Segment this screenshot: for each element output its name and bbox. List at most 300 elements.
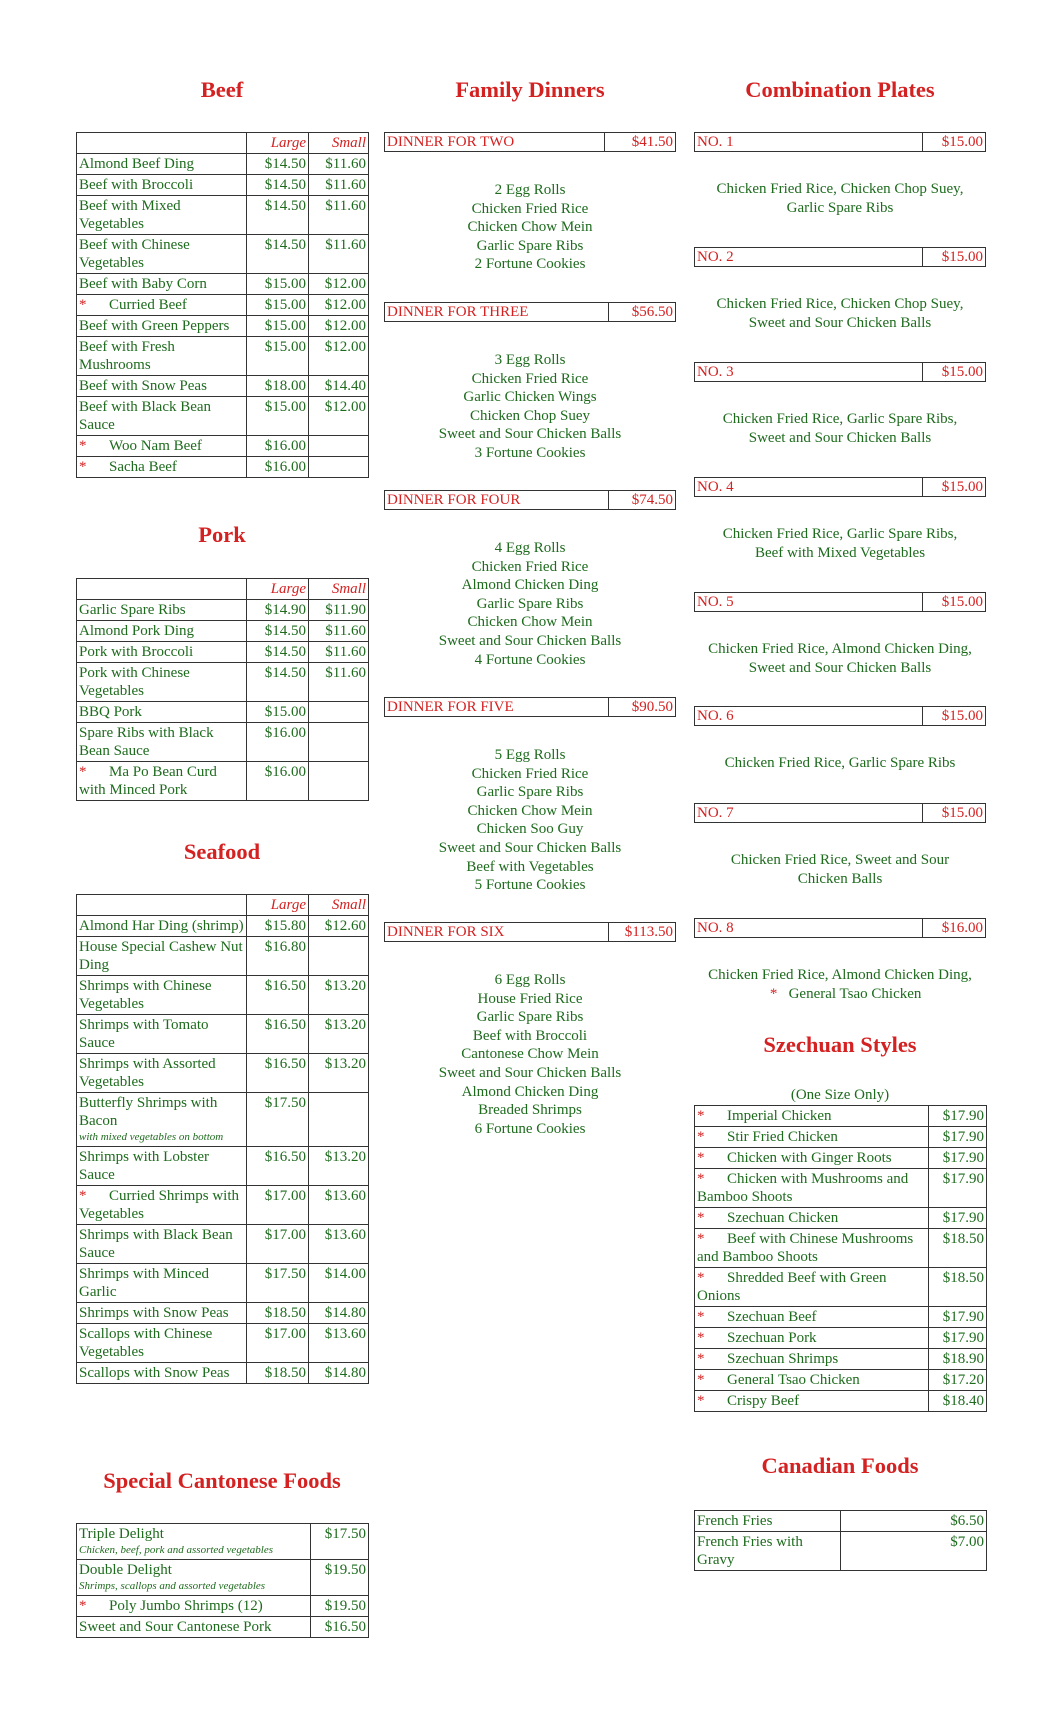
- table-row: [77, 762, 369, 801]
- item-name: Pork with Broccoli: [79, 644, 194, 660]
- list-item: Chicken Fried Rice: [471, 370, 589, 387]
- list-item: Chicken Chop Suey: [470, 407, 590, 424]
- item-name: House Special Cashew Nut Ding: [79, 939, 243, 973]
- large-price: $18.50: [247, 1363, 309, 1384]
- large-header: Large: [247, 133, 309, 154]
- small-price: $13.20: [309, 1054, 369, 1093]
- item-price: $17.90: [929, 1169, 987, 1208]
- table-row: [695, 1391, 987, 1412]
- combo-name: NO. 1: [697, 134, 734, 150]
- list-item: Cantonese Chow Mein: [461, 1046, 599, 1063]
- small-price: $12.00: [309, 397, 369, 436]
- table-row: [77, 436, 369, 457]
- combo-desc: [694, 966, 986, 1003]
- list-item: 4 Fortune Cookies: [474, 651, 586, 668]
- pork-table: [76, 578, 369, 801]
- table-row: [77, 600, 369, 621]
- table-row: [695, 1169, 987, 1208]
- dinner-price: $74.50: [608, 491, 675, 509]
- item-name-cell: [77, 337, 247, 376]
- large-price: $18.00: [247, 376, 309, 397]
- item-name: Almond Beef Ding: [79, 156, 194, 172]
- list-item: Beef with Broccoli: [472, 1027, 588, 1044]
- beef-title: Beef: [200, 77, 244, 102]
- spicy-star: *: [697, 1210, 705, 1226]
- item-name-cell: [695, 1511, 841, 1532]
- item-price: $18.90: [929, 1349, 987, 1370]
- large-price: $17.00: [247, 1324, 309, 1363]
- large-price: $16.50: [247, 1054, 309, 1093]
- item-price: $17.50: [311, 1524, 369, 1560]
- item-name: French Fries with Gravy: [697, 1534, 803, 1568]
- table-row: [77, 937, 369, 976]
- combo-desc-line: Beef with Mixed Vegetables: [754, 544, 926, 561]
- item-name-cell: [77, 642, 247, 663]
- large-price: $16.00: [247, 457, 309, 478]
- small-price: [309, 702, 369, 723]
- large-price: $17.50: [247, 1093, 309, 1147]
- combo-desc-line: Chicken Fried Rice, Almond Chicken Ding,: [708, 967, 972, 983]
- item-name-cell: [77, 1324, 247, 1363]
- item-name: French Fries: [697, 1513, 773, 1529]
- spicy-star: *: [697, 1129, 705, 1145]
- combo-price: $15.00: [922, 804, 985, 822]
- beef-header-row: [77, 133, 369, 154]
- pork-title: Pork: [198, 522, 246, 547]
- dinner-six-items: [384, 971, 676, 1138]
- combo-bar: [694, 706, 986, 726]
- item-name: General Tsao Chicken: [727, 1372, 860, 1388]
- small-price: $12.00: [309, 337, 369, 376]
- dinner-name: DINNER FOR FIVE: [387, 699, 514, 715]
- large-price: $14.50: [247, 663, 309, 702]
- list-item: Breaded Shrimps: [478, 1102, 582, 1119]
- combo-desc-line: Chicken Fried Rice, Chicken Chop Suey,: [716, 296, 964, 312]
- item-price: $18.50: [929, 1229, 987, 1268]
- dinner-price: $41.50: [604, 133, 675, 151]
- dinner-five-bar: [384, 697, 676, 717]
- spicy-star: *: [79, 764, 87, 780]
- item-name-cell: [77, 274, 247, 295]
- dinner-price: $113.50: [608, 923, 675, 941]
- list-item: Garlic Spare Ribs: [476, 595, 584, 612]
- large-price: $15.00: [247, 702, 309, 723]
- spicy-star: *: [697, 1351, 705, 1367]
- item-name-cell: [77, 1054, 247, 1093]
- spicy-star: *: [697, 1372, 705, 1388]
- combo-desc: [694, 410, 986, 447]
- table-row: [695, 1349, 987, 1370]
- large-price: $17.00: [247, 1186, 309, 1225]
- combo-name: NO. 5: [697, 594, 734, 610]
- list-item: Chicken Chow Mein: [467, 614, 593, 631]
- item-name-cell: [77, 1596, 311, 1617]
- item-name: BBQ Pork: [79, 704, 142, 720]
- large-price: $14.50: [247, 196, 309, 235]
- spicy-star: *: [697, 1393, 705, 1409]
- table-row: [695, 1307, 987, 1328]
- dinner-price: $56.50: [608, 303, 675, 321]
- item-note: Shrimps, scallops and assorted vegetables: [79, 1580, 266, 1592]
- small-price: $14.40: [309, 376, 369, 397]
- item-name-cell: [695, 1169, 929, 1208]
- item-name-cell: [695, 1106, 929, 1127]
- small-price: $14.00: [309, 1264, 369, 1303]
- table-row: [77, 702, 369, 723]
- large-price: $16.00: [247, 762, 309, 801]
- combo-desc: [694, 640, 986, 677]
- item-name-cell: [695, 1127, 929, 1148]
- item-name-cell: [77, 663, 247, 702]
- combo-desc-line: Chicken Fried Rice, Almond Chicken Ding,: [708, 641, 972, 657]
- table-row: [77, 274, 369, 295]
- table-row: [77, 916, 369, 937]
- large-price: $17.00: [247, 1225, 309, 1264]
- combo-price: $15.00: [922, 248, 985, 266]
- item-name: Woo Nam Beef: [109, 438, 202, 454]
- dinner-three-items: [384, 351, 676, 463]
- list-item: Chicken Fried Rice: [471, 558, 589, 575]
- canadian-rows: [695, 1511, 987, 1571]
- small-price: $11.60: [309, 196, 369, 235]
- spicy-star: *: [697, 1330, 705, 1346]
- large-price: $16.00: [247, 436, 309, 457]
- list-item: 2 Fortune Cookies: [474, 256, 586, 273]
- table-row: [77, 337, 369, 376]
- small-header: Small: [309, 133, 369, 154]
- item-name-cell: [695, 1229, 929, 1268]
- list-item: House Fried Rice: [477, 990, 583, 1007]
- item-price: $18.40: [929, 1391, 987, 1412]
- item-name: Chicken with Mushrooms and Bamboo Shoots: [697, 1171, 909, 1205]
- dinner-name: DINNER FOR THREE: [387, 304, 529, 320]
- item-name: Beef with Chinese Mushrooms and Bamboo Shoots: [697, 1231, 914, 1265]
- dinner-name: DINNER FOR SIX: [387, 924, 505, 940]
- item-name-cell: [77, 916, 247, 937]
- small-price: [309, 762, 369, 801]
- list-item: 2 Egg Rolls: [494, 182, 566, 198]
- table-row: [77, 1560, 369, 1596]
- table-row: [77, 1617, 369, 1638]
- small-price: [309, 436, 369, 457]
- list-item: Garlic Spare Ribs: [476, 1009, 584, 1026]
- large-price: $18.50: [247, 1303, 309, 1324]
- table-row: [695, 1328, 987, 1349]
- table-row: [695, 1229, 987, 1268]
- item-name-cell: [77, 295, 247, 316]
- table-row: [77, 316, 369, 337]
- small-price: $11.60: [309, 663, 369, 702]
- list-item: Chicken Fried Rice: [471, 765, 589, 782]
- list-item: Chicken Soo Guy: [476, 821, 584, 838]
- table-row: [77, 642, 369, 663]
- item-name-cell: [77, 1617, 311, 1638]
- item-name: Beef with Mixed Vegetables: [79, 198, 181, 232]
- item-name: Beef with Black Bean Sauce: [79, 399, 212, 433]
- table-row: [695, 1127, 987, 1148]
- table-row: [77, 1186, 369, 1225]
- dinner-two-items: [384, 181, 676, 274]
- list-item: Garlic Spare Ribs: [476, 784, 584, 801]
- seafood-table: [76, 894, 369, 1384]
- small-price: $13.20: [309, 976, 369, 1015]
- small-price: $12.00: [309, 295, 369, 316]
- table-row: [695, 1208, 987, 1229]
- table-row: [77, 376, 369, 397]
- item-name-cell: [695, 1208, 929, 1229]
- table-row: [77, 1324, 369, 1363]
- item-name: Almond Pork Ding: [79, 623, 195, 639]
- combo-bar: [694, 132, 986, 152]
- list-item: Chicken Chow Mein: [467, 219, 593, 236]
- item-name-cell: [77, 1147, 247, 1186]
- dinner-four-items: [384, 539, 676, 669]
- item-name-cell: [695, 1532, 841, 1571]
- combo-starline: General Tsao Chicken: [788, 985, 922, 1002]
- item-name-cell: [77, 175, 247, 196]
- seafood-header-row: [77, 895, 369, 916]
- combo-desc: [694, 754, 986, 773]
- spicy-star: *: [697, 1309, 705, 1325]
- szechuan-subtitle: (One Size Only): [790, 1087, 890, 1103]
- list-item: Sweet and Sour Chicken Balls: [438, 839, 622, 856]
- item-note: with mixed vegetables on bottom: [79, 1131, 224, 1143]
- item-name: Shrimps with Chinese Vegetables: [79, 978, 212, 1012]
- combo-name: NO. 2: [697, 249, 734, 265]
- combo-price: $15.00: [922, 478, 985, 496]
- large-price: $14.50: [247, 154, 309, 175]
- spicy-star: *: [697, 1150, 705, 1166]
- item-name-cell: [695, 1328, 929, 1349]
- combo-desc-line: Sweet and Sour Chicken Balls: [748, 659, 932, 676]
- combo-bar: [694, 477, 986, 497]
- item-name-cell: [77, 762, 247, 801]
- item-name: Shrimps with Snow Peas: [79, 1305, 229, 1321]
- small-price: $11.60: [309, 621, 369, 642]
- item-name-cell: [77, 376, 247, 397]
- combo-desc: [694, 180, 986, 217]
- item-price: $17.20: [929, 1370, 987, 1391]
- small-price: $12.00: [309, 316, 369, 337]
- large-price: $15.00: [247, 337, 309, 376]
- small-price: [309, 723, 369, 762]
- item-name-cell: [77, 1560, 311, 1596]
- item-price: $17.90: [929, 1127, 987, 1148]
- cantonese-table: [76, 1523, 369, 1638]
- large-price: $15.00: [247, 397, 309, 436]
- table-row: [77, 1015, 369, 1054]
- small-price: $11.60: [309, 154, 369, 175]
- item-name-cell: [77, 621, 247, 642]
- szechuan-rows: [695, 1106, 987, 1412]
- item-price: $17.90: [929, 1208, 987, 1229]
- item-name-cell: [695, 1148, 929, 1169]
- item-name-cell: [77, 154, 247, 175]
- item-name: Sacha Beef: [109, 459, 177, 475]
- item-name-cell: [77, 1186, 247, 1225]
- small-price: $11.60: [309, 175, 369, 196]
- small-price: $13.60: [309, 1324, 369, 1363]
- item-name: Triple Delight: [79, 1526, 164, 1542]
- item-name: Spare Ribs with Black Bean Sauce: [79, 725, 214, 759]
- item-price: $16.50: [311, 1617, 369, 1638]
- szechuan-table: [694, 1105, 987, 1412]
- dinner-two-bar: [384, 132, 676, 152]
- combo-name: NO. 6: [697, 708, 734, 724]
- combo-price: $15.00: [922, 707, 985, 725]
- item-name: Shrimps with Lobster Sauce: [79, 1149, 209, 1183]
- item-name-cell: [77, 1264, 247, 1303]
- combo-desc-line: Chicken Fried Rice, Garlic Spare Ribs: [724, 755, 956, 771]
- item-name-cell: [77, 196, 247, 235]
- large-price: $16.50: [247, 976, 309, 1015]
- item-name: Shrimps with Assorted Vegetables: [79, 1056, 216, 1090]
- small-header: Small: [309, 579, 369, 600]
- szechuan-title: Szechuan Styles: [763, 1032, 917, 1057]
- item-name-cell: [77, 1225, 247, 1264]
- canadian-table: [694, 1510, 987, 1571]
- table-row: [77, 1363, 369, 1384]
- beef-table: [76, 132, 369, 478]
- item-price: $17.90: [929, 1307, 987, 1328]
- list-item: Garlic Chicken Wings: [463, 389, 597, 406]
- combo-bar: [694, 362, 986, 382]
- spicy-star: *: [697, 1231, 705, 1247]
- combo-desc-line: Sweet and Sour Chicken Balls: [748, 314, 932, 331]
- item-price: $7.00: [841, 1532, 987, 1571]
- large-price: $16.00: [247, 723, 309, 762]
- list-item: Beef with Vegetables: [466, 858, 594, 875]
- table-row: [77, 397, 369, 436]
- item-name: Double Delight: [79, 1562, 172, 1578]
- item-name: Butterfly Shrimps with Bacon: [79, 1095, 218, 1129]
- item-price: $18.50: [929, 1268, 987, 1307]
- table-row: [77, 1596, 369, 1617]
- large-price: $16.80: [247, 937, 309, 976]
- table-row: [77, 1147, 369, 1186]
- item-name: Almond Har Ding (shrimp): [79, 918, 244, 934]
- table-row: [695, 1532, 987, 1571]
- small-price: $12.00: [309, 274, 369, 295]
- combo-name: NO. 4: [697, 479, 734, 495]
- combo-bar: [694, 247, 986, 267]
- table-row: [695, 1370, 987, 1391]
- table-row: [695, 1511, 987, 1532]
- combo-desc-line: Chicken Fried Rice, Garlic Spare Ribs,: [722, 526, 958, 542]
- list-item: 5 Egg Rolls: [494, 747, 566, 763]
- list-item: 6 Egg Rolls: [494, 972, 566, 988]
- item-name-cell: [695, 1370, 929, 1391]
- spicy-star: *: [697, 1270, 705, 1286]
- item-name: Imperial Chicken: [727, 1108, 832, 1124]
- beef-rows: [77, 154, 369, 478]
- large-price: $15.00: [247, 295, 309, 316]
- item-name-cell: [695, 1307, 929, 1328]
- item-name: Scallops with Snow Peas: [79, 1365, 230, 1381]
- combo-desc: [694, 295, 986, 332]
- combo-desc-line: Sweet and Sour Chicken Balls: [748, 429, 932, 446]
- combo-price: $15.00: [922, 133, 985, 151]
- large-header: Large: [247, 579, 309, 600]
- large-price: $16.50: [247, 1015, 309, 1054]
- cantonese-rows: [77, 1524, 369, 1638]
- item-name-cell: [77, 235, 247, 274]
- table-row: [77, 1054, 369, 1093]
- item-name: Poly Jumbo Shrimps (12): [109, 1598, 263, 1614]
- item-name: Shrimps with Black Bean Sauce: [79, 1227, 233, 1261]
- item-name-cell: [77, 976, 247, 1015]
- combo-title: Combination Plates: [745, 77, 935, 102]
- dinner-price: $90.50: [608, 698, 675, 716]
- item-name-cell: [77, 723, 247, 762]
- table-row: [695, 1268, 987, 1307]
- small-header: Small: [309, 895, 369, 916]
- item-name-cell: [77, 457, 247, 478]
- combo-price: $15.00: [922, 593, 985, 611]
- dinner-four-bar: [384, 490, 676, 510]
- item-name: Szechuan Pork: [727, 1330, 817, 1346]
- table-row: [77, 1524, 369, 1560]
- item-name-cell: [77, 600, 247, 621]
- item-price: $17.90: [929, 1148, 987, 1169]
- small-price: [309, 457, 369, 478]
- large-price: $14.50: [247, 175, 309, 196]
- item-name: Beef with Baby Corn: [79, 276, 207, 292]
- item-name: Curried Beef: [109, 297, 187, 313]
- combo-name: NO. 7: [697, 805, 734, 821]
- item-name-cell: [77, 316, 247, 337]
- item-name-cell: [77, 1015, 247, 1054]
- spicy-star: *: [697, 1108, 705, 1124]
- item-price: $19.50: [311, 1560, 369, 1596]
- item-name-cell: [77, 1363, 247, 1384]
- dinner-three-bar: [384, 302, 676, 322]
- dinner-name: DINNER FOR FOUR: [387, 492, 521, 508]
- table-row: [695, 1148, 987, 1169]
- large-price: $15.00: [247, 274, 309, 295]
- table-row: [77, 621, 369, 642]
- item-name-cell: [695, 1391, 929, 1412]
- small-price: [309, 937, 369, 976]
- large-header: Large: [247, 895, 309, 916]
- small-price: $11.60: [309, 642, 369, 663]
- item-name-cell: [77, 397, 247, 436]
- item-name-cell: [77, 937, 247, 976]
- table-row: [77, 235, 369, 274]
- combo-price: $16.00: [922, 919, 985, 937]
- spicy-star: *: [697, 1171, 705, 1187]
- small-price: $13.60: [309, 1225, 369, 1264]
- list-item: 4 Egg Rolls: [494, 540, 566, 556]
- item-name-cell: [77, 1524, 311, 1560]
- item-name: Stir Fried Chicken: [727, 1129, 838, 1145]
- large-price: $14.90: [247, 600, 309, 621]
- item-name: Sweet and Sour Cantonese Pork: [79, 1619, 272, 1635]
- item-name: Shredded Beef with Green Onions: [697, 1270, 887, 1304]
- combo-price: $15.00: [922, 363, 985, 381]
- dinner-six-bar: [384, 922, 676, 942]
- item-name: Scallops with Chinese Vegetables: [79, 1326, 213, 1360]
- table-row: [77, 175, 369, 196]
- large-price: $14.50: [247, 642, 309, 663]
- item-name: Curried Shrimps with Vegetables: [79, 1188, 239, 1222]
- item-name: Szechuan Beef: [727, 1309, 817, 1325]
- list-item: Chicken Fried Rice: [471, 200, 589, 217]
- item-name: Beef with Broccoli: [79, 177, 194, 193]
- item-name: Szechuan Chicken: [727, 1210, 839, 1226]
- seafood-rows: [77, 916, 369, 1384]
- table-row: [77, 295, 369, 316]
